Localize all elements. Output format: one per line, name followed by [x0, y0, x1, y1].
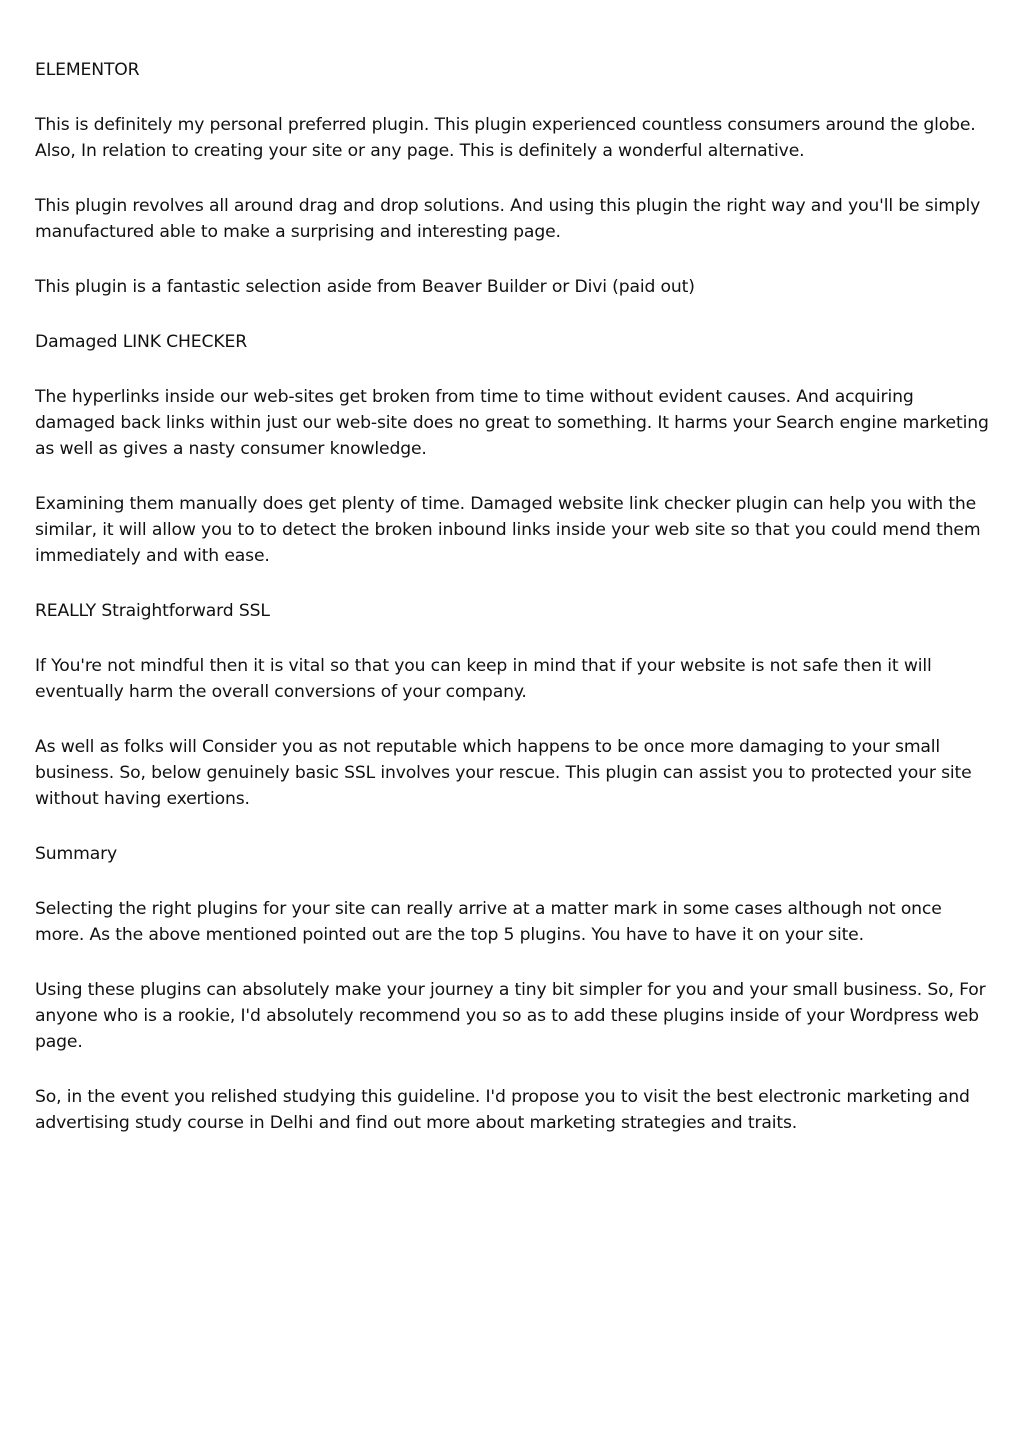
heading-summary: Summary — [35, 844, 118, 864]
paragraph-link-checker-broken: The hyperlinks inside our web-sites get broken from time to time without evident causes. And acquiring damaged back links within just our web-site does no great to something. It harms your Search engine marketing as well as gives a nasty consumer knowledge. — [35, 387, 989, 459]
paragraph-summary-selecting: Selecting the right plugins for your site can really arrive at a matter mark in some cases although not once more. As the above mentioned pointed out are the top 5 plugins. You have to have it on your site. — [35, 899, 942, 945]
heading-elementor: ELEMENTOR — [35, 60, 140, 80]
paragraph-elementor-intro: This is definitely my personal preferred plugin. This plugin experienced countless consumers around the globe. Also, In relation to creating your site or any page. This is definitely a wonderful alternative. — [35, 115, 976, 161]
paragraph-ssl-rescue: As well as folks will Consider you as not reputable which happens to be once more damaging to your small business. So, below genuinely basic SSL involves your rescue. This plugin can assist you to protected your site without having exertions. — [35, 737, 972, 809]
paragraph-elementor-drag-drop: This plugin revolves all around drag and drop solutions. And using this plugin the right way and you'll be simply manufactured able to make a surprising and interesting page. — [35, 196, 981, 242]
paragraph-summary-rookie: Using these plugins can absolutely make your journey a tiny bit simpler for you and your small business. So, For anyone who is a rookie, I'd absolutely recommend you so as to add these plugins inside of your Wordpress web page. — [35, 980, 986, 1052]
paragraph-summary-closing: So, in the event you relished studying this guideline. I'd propose you to visit the best electronic marketing and advertising study course in Delhi and find out more about marketing strategies and traits. — [35, 1087, 970, 1133]
heading-link-checker: Damaged LINK CHECKER — [35, 332, 247, 352]
paragraph-elementor-alternatives: This plugin is a fantastic selection aside from Beaver Builder or Divi (paid out) — [35, 277, 695, 297]
paragraph-link-checker-manual: Examining them manually does get plenty of time. Damaged website link checker plugin can help you with the similar, it will allow you to to detect the broken inbound links inside your web site so that you could mend them immediately and with ease. — [35, 494, 981, 566]
paragraph-ssl-safety: If You're not mindful then it is vital so that you can keep in mind that if your website is not safe then it will eventually harm the overall conversions of your company. — [35, 656, 932, 702]
document-body — [35, 57, 990, 1165]
heading-ssl: REALLY Straightforward SSL — [35, 601, 270, 621]
